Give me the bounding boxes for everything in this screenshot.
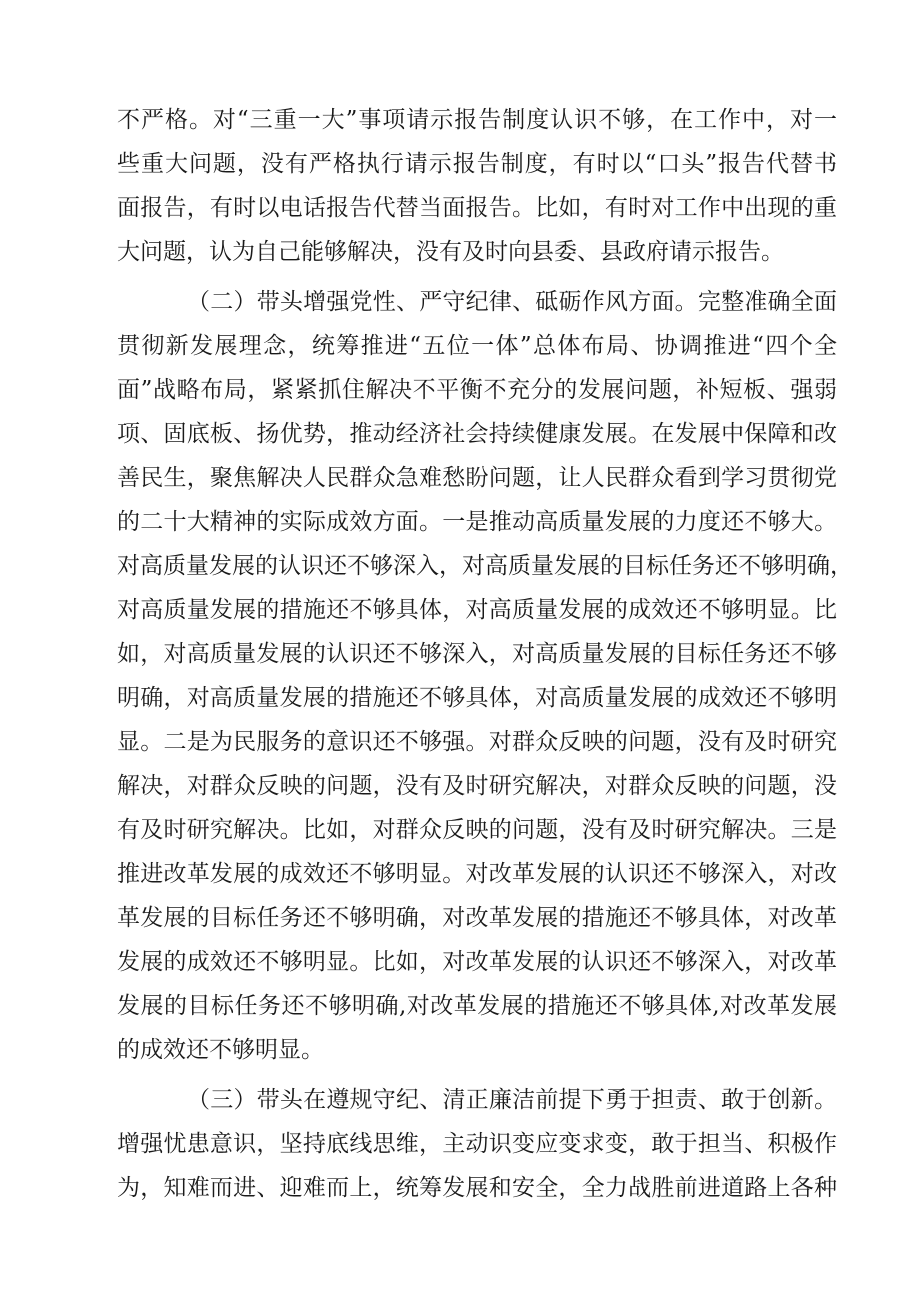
text-line: 些重大问题，没有严格执行请示报告制度，有时以“口头”报告代替书 bbox=[117, 151, 837, 177]
text-line: 善民生，聚焦解决人民群众急难愁盼问题，让人民群众看到学习贯彻党 bbox=[117, 465, 837, 491]
paragraph-heading-line: （三）带头在遵规守纪、清正廉洁前提下勇于担责、敢于创新。 bbox=[187, 1087, 837, 1113]
text-line: 显。二是为民服务的意识还不够强。对群众反映的问题，没有及时研究 bbox=[117, 729, 837, 755]
text-line: 如，对高质量发展的认识还不够深入，对高质量发展的目标任务还不够 bbox=[117, 641, 837, 667]
text-line: 增强忧患意识，坚持底线思维，主动识变应变求变，敢于担当、积极作 bbox=[117, 1131, 837, 1157]
text-line: 革发展的目标任务还不够明确，对改革发展的措施还不够具体，对改革 bbox=[117, 905, 837, 931]
text-line: 贯彻新发展理念，统筹推进“五位一体”总体布局、协调推进“四个全 bbox=[117, 333, 837, 359]
text-line: 发展的目标任务还不够明确,对改革发展的措施还不够具体,对改革发展 bbox=[117, 993, 837, 1019]
text-line: 的成效还不够明显。 bbox=[117, 1037, 324, 1063]
text-line: 大问题，认为自己能够解决，没有及时向县委、县政府请示报告。 bbox=[117, 239, 784, 265]
paragraph bbox=[117, 98, 837, 274]
text-line: 对高质量发展的认识还不够深入，对高质量发展的目标任务还不够明确， bbox=[117, 553, 853, 579]
document-body bbox=[117, 98, 853, 1210]
text-line: 有及时研究解决。比如，对群众反映的问题，没有及时研究解决。三是 bbox=[117, 817, 837, 843]
text-line: 面”战略布局，紧紧抓住解决不平衡不充分的发展问题，补短板、强弱 bbox=[117, 377, 837, 403]
text-line: 发展的成效还不够明显。比如，对改革发展的认识还不够深入，对改革 bbox=[117, 949, 837, 975]
text-line: 明确，对高质量发展的措施还不够具体，对高质量发展的成效还不够明 bbox=[117, 685, 837, 711]
text-line: 的二十大精神的实际成效方面。一是推动高质量发展的力度还不够大。 bbox=[117, 509, 837, 535]
paragraph-heading-line: （二）带头增强党性、严守纪律、砥砺作风方面。完整准确全面 bbox=[187, 289, 837, 315]
text-line: 不严格。对“三重一大”事项请示报告制度认识不够，在工作中，对一 bbox=[117, 107, 837, 133]
paragraph bbox=[117, 1078, 837, 1210]
text-line: 对高质量发展的措施还不够具体，对高质量发展的成效还不够明显。比 bbox=[117, 597, 837, 623]
text-line: 解决，对群众反映的问题，没有及时研究解决，对群众反映的问题，没 bbox=[117, 773, 837, 799]
text-line: 推进改革发展的成效还不够明显。对改革发展的认识还不够深入，对改 bbox=[117, 861, 837, 887]
text-line: 面报告，有时以电话报告代替当面报告。比如，有时对工作中出现的重 bbox=[117, 195, 837, 221]
text-line: 为，知难而进、迎难而上，统筹发展和安全，全力战胜前进道路上各种 bbox=[117, 1175, 837, 1201]
text-line: 项、固底板、扬优势，推动经济社会持续健康发展。在发展中保障和改 bbox=[117, 421, 837, 447]
paragraph bbox=[117, 280, 853, 1072]
